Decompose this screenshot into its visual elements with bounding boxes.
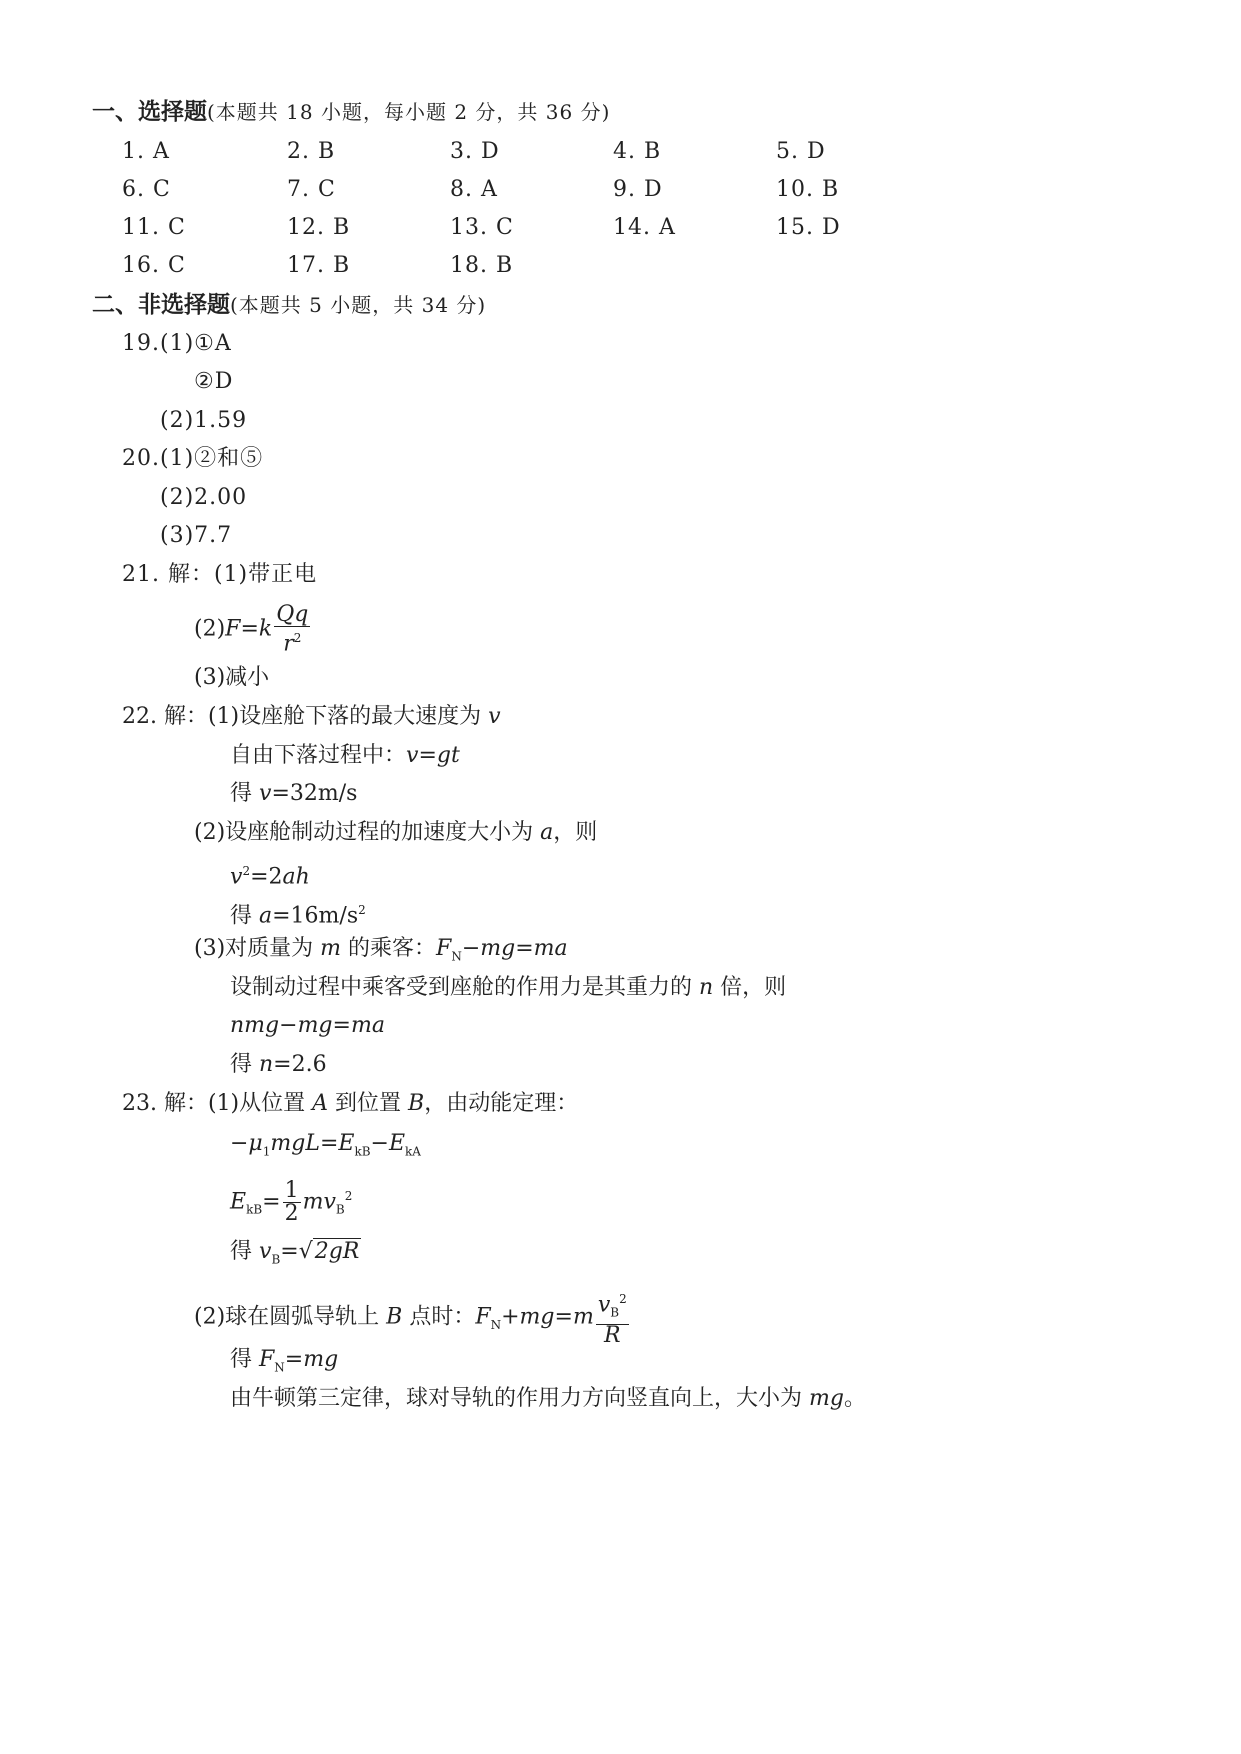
q22-l3-var: v: [259, 781, 272, 806]
q22-line6: 得 $a=16m/s^2$: [230, 903, 366, 929]
q23-l5-num: v: [597, 1292, 611, 1318]
choice-answer: 4. B: [613, 139, 662, 164]
q22-line9: [230, 1012, 385, 1040]
q22-l10-val: =2.6: [273, 1052, 327, 1077]
q22-l6-val: =16m/s: [272, 903, 359, 929]
q22-l7-minus: −: [461, 936, 481, 961]
q23-l3-num: 1: [284, 1177, 299, 1203]
q23-l5-num-sub: B: [610, 1305, 620, 1320]
q22-line10: [230, 1051, 327, 1079]
choice-answer: 9. D: [613, 177, 663, 202]
q23-l6-text: 得: [230, 1347, 259, 1372]
q23-l6-eq: =: [284, 1347, 304, 1372]
q22-l6-var: a: [259, 903, 273, 929]
section2-title: 二、非选择题: [92, 291, 230, 318]
q20-line3: (3)7.7: [160, 523, 233, 548]
q22-l9-eq: =: [332, 1013, 351, 1038]
q23-l3-E: E: [230, 1189, 247, 1215]
q22-l7-sub: N: [451, 949, 462, 964]
choice-answer: 7. C: [287, 177, 336, 202]
q22-l7-F: F: [436, 936, 452, 961]
q23-l5-m: m: [572, 1304, 594, 1330]
q21-numerator: Qq: [276, 602, 309, 627]
q19-line3: (2)1.59: [160, 408, 248, 433]
q22-l7-mg: mg: [480, 936, 516, 961]
q22-l8-tail: 倍，则: [713, 975, 787, 1000]
q20-line2: (2)2.00: [160, 485, 248, 510]
q23-l2-kB: kB: [354, 1144, 371, 1159]
q22-l9-ma: ma: [350, 1013, 385, 1038]
q23-l3-den: 2: [284, 1200, 299, 1226]
q23-l5-B: B: [386, 1304, 403, 1330]
q22-l9-mg: mg: [297, 1013, 333, 1038]
q22-l3-text: 得: [230, 781, 259, 806]
q23-head-A: A: [312, 1091, 329, 1116]
q22-l7-text: (3)对质量为: [194, 936, 321, 961]
q21-force-symbol: F: [225, 616, 241, 642]
q23-l3-eq: =: [262, 1189, 281, 1215]
section1-note: (本题共 18 小题，每小题 2 分，共 36 分): [207, 100, 611, 124]
q23-l6-N: N: [274, 1360, 285, 1375]
q23-l3-fraction: [283, 1177, 301, 1226]
q23-line5: [194, 1288, 631, 1349]
q22-l4-var: a: [540, 820, 554, 845]
choice-answer: 10. B: [776, 177, 840, 202]
section1-title: 一、选择题: [92, 98, 207, 125]
choice-answer: 5. D: [776, 139, 826, 164]
q23-l5-plus: +: [501, 1304, 520, 1330]
q22-l4-text: (2)设座舱制动过程的加速度大小为: [194, 820, 541, 845]
q23-line4: [230, 1238, 361, 1273]
q22-line3: [230, 780, 357, 808]
choice-answer: 6. C: [122, 177, 171, 202]
q22-head-var: v: [488, 704, 501, 729]
q21-part2-label: (2): [194, 616, 226, 642]
q23-l2-mu: −μ: [230, 1131, 263, 1156]
q22-l9-minus: −: [279, 1013, 298, 1038]
q23-l2-sub: 1: [262, 1144, 271, 1159]
q23-l4-eqsqrt: =√: [280, 1239, 313, 1264]
q22-head: 22. 解：(1)设座舱下落的最大速度为: [122, 704, 482, 729]
q23-l3-kB: kB: [246, 1202, 263, 1217]
q23-l6-F: F: [259, 1347, 275, 1372]
q23-l5-eq: =: [554, 1304, 573, 1330]
choice-answer: 14. A: [613, 215, 676, 240]
section1-heading: [92, 98, 610, 126]
q22-l8-n: n: [699, 975, 714, 1000]
q23-l5-F: F: [475, 1304, 491, 1330]
q21-line3: (3)减小: [194, 665, 270, 690]
q23-line2: [230, 1130, 421, 1165]
q22-line5: $v^2=2ah$: [230, 864, 310, 890]
q22-l10-text: 得: [230, 1052, 259, 1077]
q22-l7-text2: 的乘客：: [341, 936, 437, 961]
q23-line7: [230, 1385, 866, 1413]
q19-line1: 19.(1)①A: [122, 331, 232, 356]
choice-answer: 1. A: [122, 139, 170, 164]
q22-l9-nmg: nmg: [230, 1013, 280, 1038]
q23-head-a: 23. 解：(1)从位置: [122, 1091, 313, 1116]
choice-answer: 12. B: [287, 215, 351, 240]
q21-equals: =: [240, 616, 259, 642]
q21-k: k: [258, 616, 273, 642]
q21-fraction: $\frac{Qq}{r^2}$: [276, 602, 309, 657]
q23-l7-period: 。: [843, 1386, 866, 1411]
q21-formula: [194, 604, 312, 655]
q22-l7-eq: =: [515, 936, 534, 961]
q23-l4-B: B: [271, 1252, 281, 1267]
q23-l7-text: 由牛顿第三定律，球对导轨的作用力方向竖直向上，大小为: [230, 1386, 809, 1411]
q21-line1: 21. 解：(1)带正电: [122, 562, 318, 587]
q22-l10-n: n: [259, 1052, 274, 1077]
q23-l3-mv: mv: [302, 1189, 336, 1215]
choice-answer: 11. C: [122, 215, 186, 240]
q21-denominator: r: [283, 631, 294, 657]
q22-l5-v: v: [230, 864, 243, 890]
q22-line7: [194, 935, 568, 970]
q22-line1: [122, 703, 501, 731]
q23-l6-mg: mg: [303, 1347, 339, 1372]
q23-head-c: 到位置: [328, 1091, 409, 1116]
q22-l5-ah: ah: [282, 864, 310, 890]
q23-l7-mg: mg: [809, 1386, 844, 1411]
q23-l5-mg: mg: [519, 1304, 555, 1330]
choice-answer: 8. A: [450, 177, 498, 202]
choice-answer: 13. C: [450, 215, 514, 240]
q23-line3: $E_{kB}=$ $\frac{1}{2}$ $mv_B^2$: [230, 1177, 353, 1226]
q23-line1: [122, 1090, 578, 1118]
q23-l5-den: R: [603, 1322, 621, 1348]
q23-line6: [230, 1346, 338, 1381]
q22-line2: [230, 742, 460, 770]
q23-l4-v: v: [259, 1239, 272, 1264]
q23-l4-2gR: 2gR: [314, 1239, 360, 1264]
q22-line8: [230, 974, 786, 1002]
q23-l4-text: 得: [230, 1239, 259, 1264]
q23-l5-N: N: [490, 1317, 502, 1332]
q22-l8-text: 设制动过程中乘客受到座舱的作用力是其重力的: [230, 975, 699, 1000]
choice-answer: 17. B: [287, 253, 351, 278]
q22-l5-eq: =2: [250, 864, 283, 890]
q22-l4-tail: ，则: [553, 820, 598, 845]
q23-l5-text: (2)球在圆弧导轨上: [194, 1304, 387, 1330]
q22-l3-val: =32m/s: [271, 781, 358, 806]
q23-l3-B: B: [335, 1202, 345, 1217]
q23-l2-mgL: mgL: [270, 1131, 320, 1156]
q23-head-e: ，由动能定理：: [424, 1091, 579, 1116]
q22-l7-ma: ma: [533, 936, 568, 961]
q22-line4: [194, 819, 597, 847]
section2-note: (本题共 5 小题，共 34 分): [230, 293, 487, 317]
q23-l5-fraction: $\frac{v_B^2}{R}$: [596, 1288, 629, 1347]
q23-l5-text2: 点时：: [402, 1304, 476, 1330]
q20-line1: 20.(1)②和⑤: [122, 446, 264, 471]
choice-answer: 18. B: [450, 253, 514, 278]
choice-answer: 2. B: [287, 139, 336, 164]
section2-heading: [92, 291, 486, 319]
choice-answer: 3. D: [450, 139, 500, 164]
choice-answer: 15. D: [776, 215, 841, 240]
q22-l2-eq: v=gt: [406, 743, 460, 768]
q23-l2-E: =E: [319, 1131, 355, 1156]
q19-line2: ②D: [194, 369, 234, 394]
q22-l2-text: 自由下落过程中：: [230, 743, 407, 768]
q23-head-B: B: [408, 1091, 425, 1116]
q23-l2-E2: −E: [370, 1131, 406, 1156]
q23-l2-kA: kA: [405, 1144, 421, 1159]
q22-l7-m: m: [320, 936, 342, 961]
q22-l6-text: 得: [230, 903, 259, 929]
choice-answer: 16. C: [122, 253, 186, 278]
